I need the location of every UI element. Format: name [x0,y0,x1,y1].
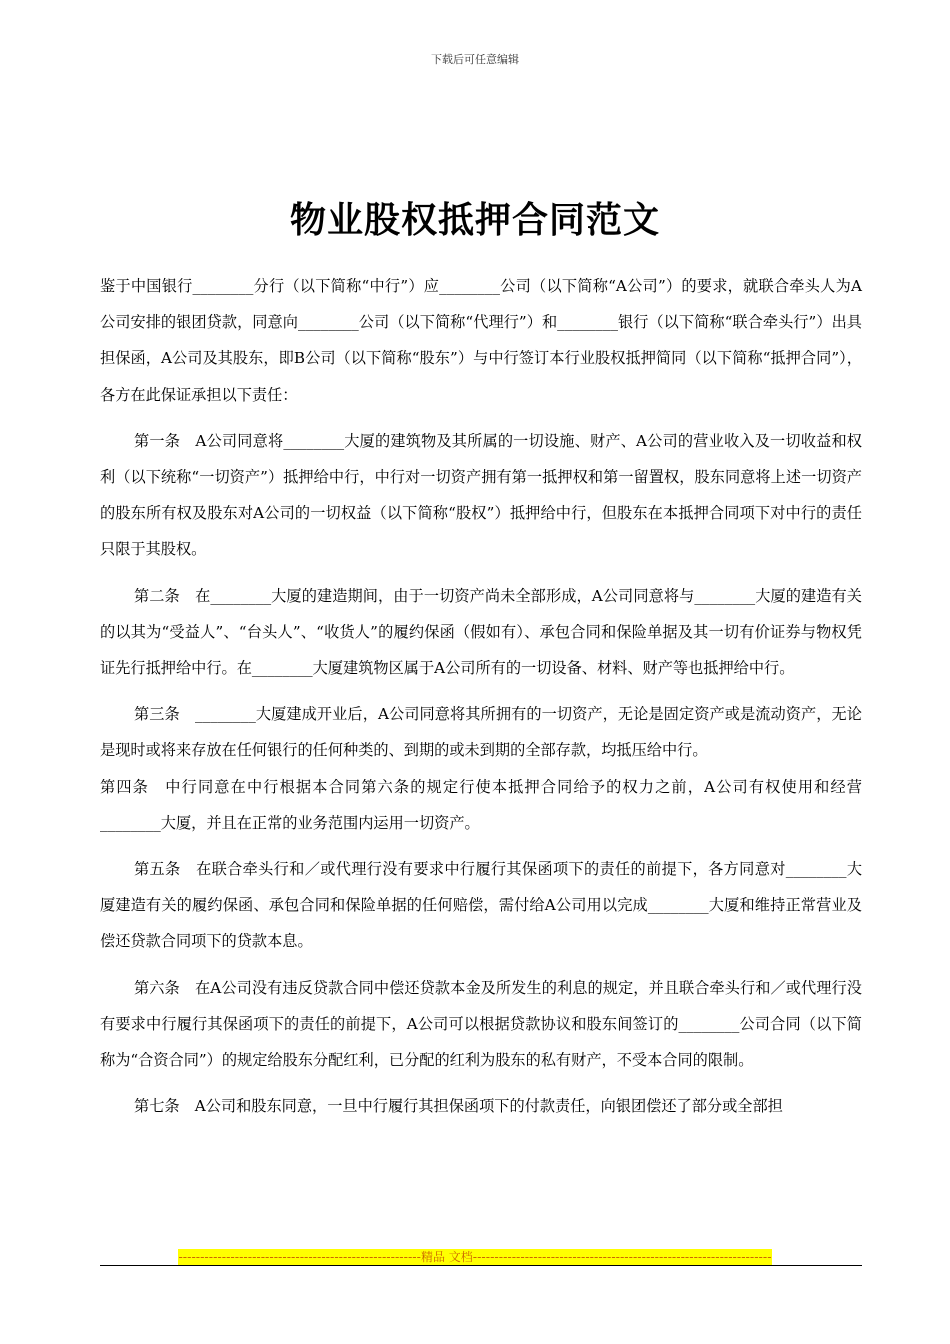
article-3-paragraph: 第三条 ________大厦建成开业后，A公司同意将其所拥有的一切资产，无论是固定资产或是流动资产，无论是现时或将来存放在任何银行的任何种类的、到期的或未到期的全部存款，均抵压给中行。 [100,705,862,760]
article-6-paragraph: 第六条 在A公司没有违反贷款合同中偿还贷款本金及所发生的利息的规定，并且联合牵头行和／或代理行没有要求中行履行其保函项下的责任的前提下，A公司可以根据贷款协议和股东间签订的________公司合同（以下简称为“合资合同”）的规定给股东分配红利，已分配的红利为股东的私有财产，不受本合同的限制。 [100,978,862,1070]
document-title: 物业股权抵押合同范文 [289,199,660,241]
article-4-paragraph: 第四条 中行同意在中行根据本合同第六条的规定行使本抵押合同给予的权力之前，A公司有权使用和经营________大厦，并且在正常的业务范围内运用一切资产。 [100,777,862,832]
document-body [100,268,862,1124]
article-5-paragraph: 第五条 在联合牵头行和／或代理行没有要求中行履行其保函项下的责任的前提下，各方同意对________大厦建造有关的履约保函、承包合同和保险单据的任何赔偿，需付给A公司用以完成________大厦和维持正常营业及偿还贷款合同项下的贷款本息。 [100,860,862,951]
footer [0,1246,950,1265]
footer-watermark: --------------------------------------------------------精品 文档--------------------------------------------------------------------- [178,1250,772,1264]
article-1-paragraph: 第一条 A公司同意将________大厦的建筑物及其所属的一切设施、财产、A公司的营业收入及一切收益和权利（以下统称“一切资产”）抵押给中行，中行对一切资产拥有第一抵押权和第一留置权，股东同意将上述一切资产的股东所有权及股东对A公司的一切权益（以下简称“股权”）抵押给中行，但股东在本抵押合同项下对中行的责任只限于其股权。 [100,431,862,559]
footer-divider [100,1265,862,1266]
header-note: 下载后可任意编辑 [431,53,519,66]
article-2-paragraph: 第二条 在________大厦的建造期间，由于一切资产尚未全部形成，A公司同意将与________大厦的建造有关的以其为“受益人”、“台头人”、“收货人”的履约保函（假如有）、承包合同和保险单据及其一切有价证券与物权凭证先行抵押给中行。在________大厦建筑物区属于A公司所有的一切设备、材料、财产等也抵押给中行。 [100,586,862,678]
article-7-paragraph: 第七条 A公司和股东同意，一旦中行履行其担保函项下的付款责任，向银团偿还了部分或全部担 [134,1097,783,1116]
preamble-paragraph: 鉴于中国银行________分行（以下简称“中行”）应________公司（以下简称“A公司”）的要求，就联合牵头人为A公司安排的银团贷款，同意向________公司（以下简称“代理行”）和________银行（以下简称“联合牵头行”）出具担保函，A公司及其股东，即B公司（以下简称“股东”）与中行签订本行业股权抵押简同（以下简称“抵押合同”），各方在此保证承担以下责任： [100,277,862,404]
